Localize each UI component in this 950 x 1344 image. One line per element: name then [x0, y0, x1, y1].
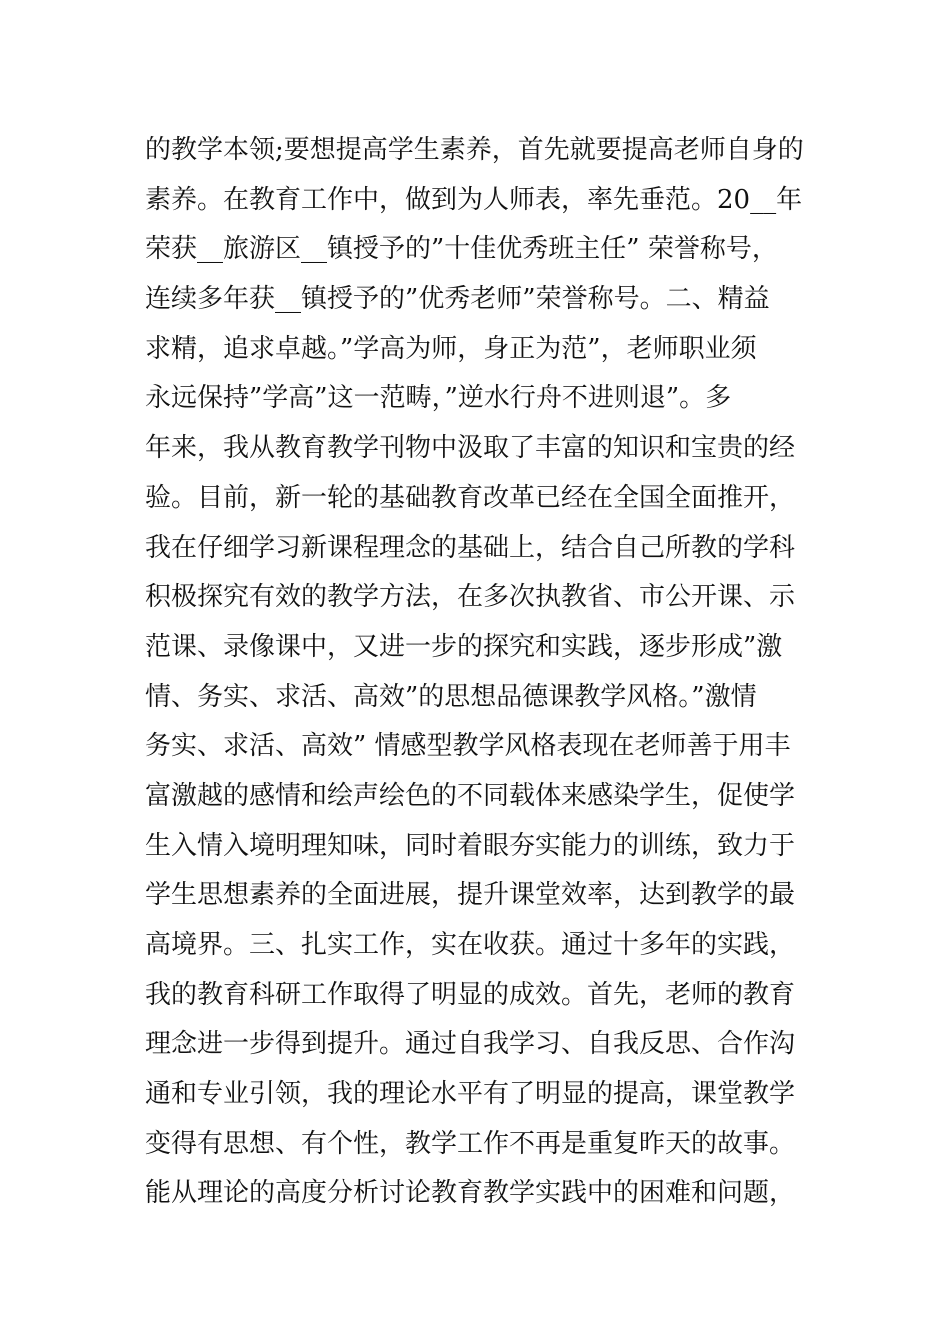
text-line: 通和专业引领，我的理论水平有了明显的提高，课堂教学: [145, 1079, 796, 1110]
text-line: 永远保持”学高”这一范畴，”逆水行舟不进则退”。多: [145, 383, 732, 414]
text-line: 积极探究有效的教学方法，在多次执教省、市公开课、示: [145, 582, 796, 613]
text-line: 荣获__旅游区__镇授予的”十佳优秀班主任” 荣誉称号，: [145, 234, 778, 265]
text-line: 求精，追求卓越。”学高为师，身正为范”，老师职业须: [145, 333, 757, 364]
text-line: 能从理论的高度分析讨论教育教学实践中的困难和问题，: [145, 1178, 796, 1209]
text-line: 年来，我从教育教学刊物中汲取了丰富的知识和宝贵的经: [145, 433, 796, 464]
text-line: 的教学本领;要想提高学生素养，首先就要提高老师自身的: [145, 135, 804, 165]
text-line: 验。目前，新一轮的基础教育改革已经在全国全面推开，: [145, 482, 796, 513]
text-line: 情、务实、求活、高效”的思想品德课教学风格。”激情: [145, 681, 757, 712]
text-line: 连续多年获__镇授予的”优秀老师”荣誉称号。二、精益: [145, 284, 770, 315]
text-line: 务实、求活、高效” 情感型教学风格表现在老师善于用丰: [145, 731, 791, 762]
text-line: 变得有思想、有个性，教学工作不再是重复昨天的故事。: [145, 1128, 796, 1159]
text-line: 范课、录像课中，又进一步的探究和实践，逐步形成”激: [145, 631, 783, 662]
text-line: 生入情入境明理知味，同时着眼夯实能力的训练，致力于: [145, 830, 796, 861]
body-text: [145, 126, 815, 1219]
text-line: 理念进一步得到提升。通过自我学习、自我反思、合作沟: [145, 1029, 796, 1060]
text-line: 高境界。三、扎实工作，实在收获。通过十多年的实践，: [145, 930, 796, 960]
text-line: 学生思想素养的全面进展，提升课堂效率，达到教学的最: [145, 880, 796, 911]
text-line: 我在仔细学习新课程理念的基础上，结合自己所教的学科: [145, 532, 796, 563]
text-line: 富激越的感情和绘声绘色的不同载体来感染学生，促使学: [145, 780, 796, 811]
text-line: 素养。在教育工作中，做到为人师表，率先垂范。20__年: [145, 184, 803, 215]
text-line: 我的教育科研工作取得了明显的成效。首先，老师的教育: [145, 979, 796, 1010]
